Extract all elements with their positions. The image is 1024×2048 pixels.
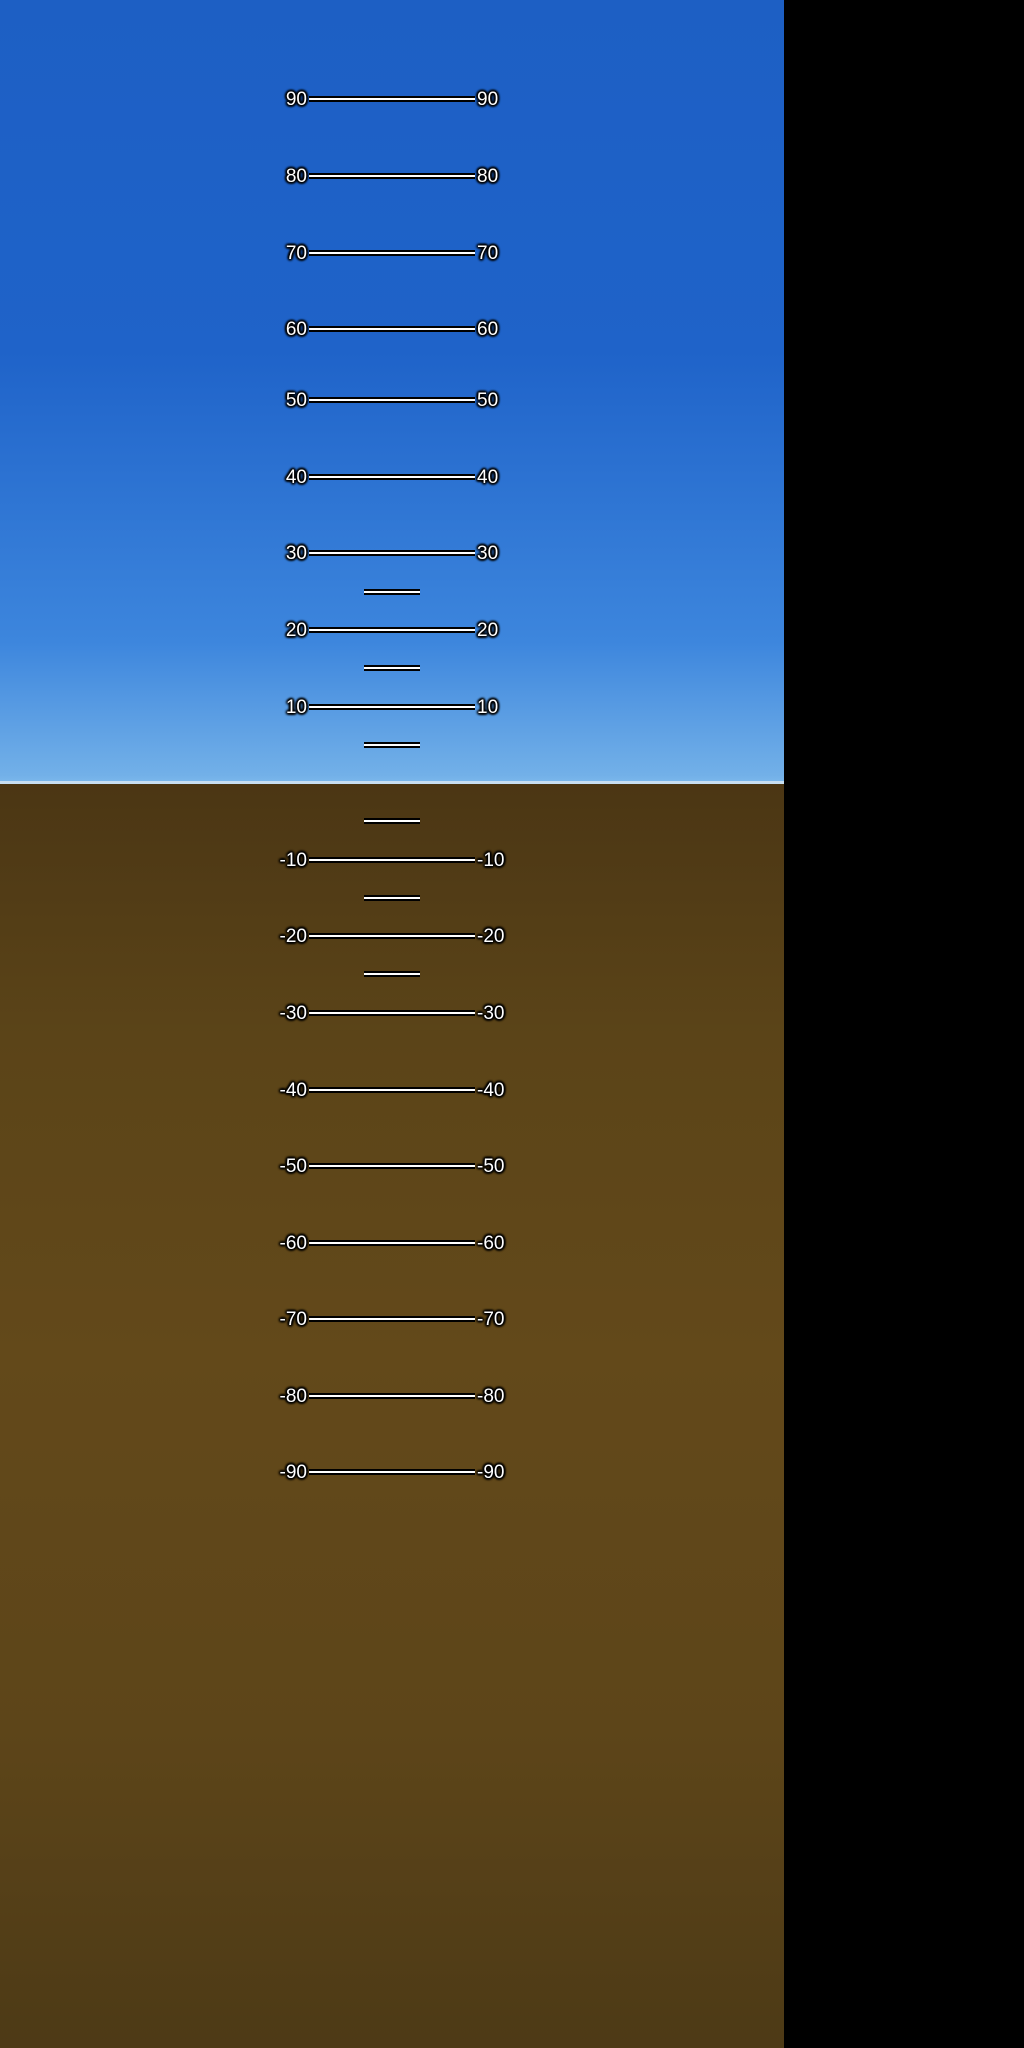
pitch-label-left: 70 [285,242,307,264]
pitch-rung-bar [364,971,420,977]
pitch-rung-bar [309,1087,475,1093]
pitch-rung-bar [309,96,475,102]
pitch-rung-bar [309,704,475,710]
pitch-rung [364,658,420,678]
pitch-rung [285,542,499,564]
pitch-rung-bar [309,1316,475,1322]
pitch-label-left: 20 [285,619,307,641]
pitch-label-left: 80 [285,165,307,187]
pitch-label-right: 40 [477,466,499,488]
pitch-label-left: 60 [285,318,307,340]
pitch-label-right: -90 [477,1461,505,1483]
pitch-rung [364,735,420,755]
pitch-rung [279,1079,505,1101]
pitch-rung-bar [364,818,420,824]
pitch-label-right: -20 [477,925,505,947]
pitch-rung-bar [309,173,475,179]
pitch-rung [364,964,420,984]
pitch-label-right: -80 [477,1385,505,1407]
pitch-rung-bar [309,1469,475,1475]
pitch-rung-bar [309,627,475,633]
pitch-label-right: 10 [477,696,499,718]
pitch-label-right: -60 [477,1232,505,1254]
pitch-rung-bar [364,589,420,595]
pitch-rung-bar [309,1393,475,1399]
pitch-label-left: -70 [279,1308,307,1330]
pitch-rung [279,849,505,871]
pitch-rung [279,1232,505,1254]
pitch-rung [285,318,499,340]
pitch-label-right: 70 [477,242,499,264]
pitch-rung-bar [309,397,475,403]
pitch-rung [279,1461,505,1483]
pitch-rung-bar [309,474,475,480]
pitch-rung [364,811,420,831]
pitch-rung [279,1308,505,1330]
pitch-rung [364,888,420,908]
pitch-label-left: -60 [279,1232,307,1254]
pitch-label-left: -10 [279,849,307,871]
pitch-rung-bar [309,1010,475,1016]
pitch-rung-bar [309,1163,475,1169]
pitch-rung-bar [364,895,420,901]
pitch-rung [279,1155,505,1177]
pitch-rung-bar [364,742,420,748]
pitch-label-left: -50 [279,1155,307,1177]
pitch-label-left: -30 [279,1002,307,1024]
pitch-label-left: 40 [285,466,307,488]
pitch-rung [285,466,499,488]
pitch-rung [285,88,499,110]
pitch-label-right: -40 [477,1079,505,1101]
pitch-label-left: 30 [285,542,307,564]
pitch-label-right: 80 [477,165,499,187]
pitch-label-right: 30 [477,542,499,564]
pitch-label-right: -70 [477,1308,505,1330]
pitch-rung [279,1385,505,1407]
pitch-rung [279,925,505,947]
pitch-rung-bar [309,326,475,332]
pitch-label-left: 90 [285,88,307,110]
pitch-label-left: 50 [285,389,307,411]
pitch-rung-bar [364,665,420,671]
pitch-label-right: 60 [477,318,499,340]
pitch-label-right: 20 [477,619,499,641]
pitch-rung-bar [309,933,475,939]
pitch-label-left: -40 [279,1079,307,1101]
pitch-rung [285,242,499,264]
pitch-rung-bar [309,250,475,256]
pitch-label-left: 10 [285,696,307,718]
pitch-label-right: 90 [477,88,499,110]
pitch-rung [285,165,499,187]
pitch-label-left: -80 [279,1385,307,1407]
pitch-rung-bar [309,857,475,863]
pitch-label-right: 50 [477,389,499,411]
pitch-rung [364,582,420,602]
pitch-label-left: -90 [279,1461,307,1483]
pitch-rung-bar [309,550,475,556]
pitch-rung-bar [309,1240,475,1246]
pitch-rung [279,1002,505,1024]
pitch-rung [285,696,499,718]
pitch-rung [285,619,499,641]
pitch-rung [285,389,499,411]
pitch-label-right: -30 [477,1002,505,1024]
pitch-label-right: -50 [477,1155,505,1177]
pitch-label-left: -20 [279,925,307,947]
pitch-label-right: -10 [477,849,505,871]
